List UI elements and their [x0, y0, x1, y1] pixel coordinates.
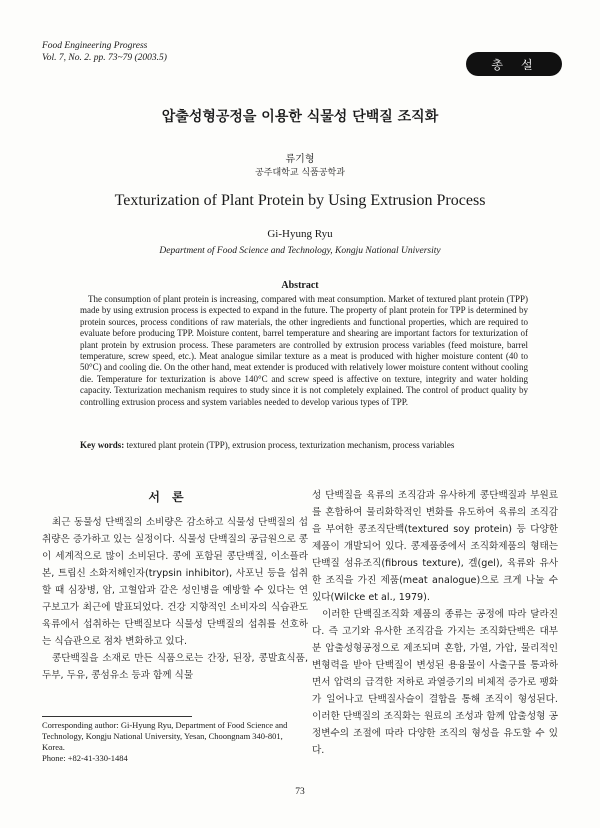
- right-column: [312, 487, 558, 759]
- title-english: Texturization of Plant Protein by Using Extrusion Process: [114, 192, 486, 209]
- keywords-label: Key words:: [80, 440, 125, 450]
- title-korean: 압출성형공정을 이용한 식물성 단백질 조직화: [161, 109, 439, 125]
- paragraph: 콩단백질을 소재로 만든 식품으로는 간장, 된장, 콩발효식품, 두부, 두유, 콩섬유소 등과 함께 식물: [42, 653, 308, 681]
- keywords: [80, 440, 540, 451]
- left-column: [42, 514, 308, 684]
- affiliation-english: Department of Food Science and Technology, Kongju National University: [159, 246, 441, 256]
- page-number: 73: [295, 787, 305, 797]
- journal-citation: [42, 40, 167, 64]
- phone-number: Phone: +82-41-330-1484: [42, 753, 128, 763]
- author-english: Gi-Hyung Ryu: [267, 228, 333, 240]
- section-heading-introduction: 서론: [148, 490, 196, 504]
- journal-volume: Vol. 7, No. 2. pp. 73~79 (2003.5): [42, 53, 167, 63]
- author-korean: 류기형: [285, 154, 315, 165]
- journal-name: Food Engineering Progress: [42, 41, 148, 51]
- corresponding-author: Corresponding author: Gi-Hyung Ryu, Department of Food Science and Technology, Kongju National University, Yesan, Choongnam 340-801, Korea.: [42, 720, 288, 752]
- paragraph: 최근 동물성 단백질의 소비량은 감소하고 식물성 단백질의 섭취량은 증가하고 있는 실정이다. 식물성 단백질의 공급원으로 콩이 세계적으로 많이 소비된다. 콩에 포함된 콩단백질, 이소플라본, 트립신 소화저해인자(trypsin inhibitor), 사포닌 등을 섭취할 때 심장병, 암, 고혈압과 같은 성인병을 예방할 수 있다는 연구보고가 최근에 발표되었다. 건강 지향적인 소비자의 식습관도 육류에서 섭취하는 단백질보다 식물성 단백질의 섭취를 선호하는 식습관으로 점차 변화하고 있다.: [42, 517, 308, 647]
- corresponding-author-note: [42, 720, 304, 764]
- abstract-text: The consumption of plant protein is increasing, compared with meat consumption. Market of textured plant protein (TPP) made by using extrusion process is expected to expand in the future. The property of plant protein for TPP is determined by protein sources, process conditions of raw materials, the other ingredients and functional properties, which are required to evaluate before producing TPP. Moisture content, barrel temperature and shearing are important factors for texturization of plant protein by extrusion process. These parameters are controlled by extrusion process variables (feed moisture, barrel temperature, screw speed, etc.). Meat analogue similar texture as a meat is produced with higher moisture content (40 to 50°C) and cooling die. On the other hand, meat extender is produced with relatively lower moisture content without cooling die. Temperature for texturization is above 140°C and screw speed is affective on texture, integrity and water holding capacity. Texturization mechanism requires to study since it is not completely explained. The control of product quality by controlling extrusion process and system variables needed to develop various types of TPP.: [80, 294, 528, 407]
- keywords-list: textured plant protein (TPP), extrusion process, texturization mechanism, process variables: [126, 440, 455, 450]
- paragraph: 이러한 단백질조직화 제품의 종류는 공정에 따라 달라진다. 즉 고기와 유사한 조직감을 가지는 조직화단백은 대부분 압출성형공정으로 제조되며 혼합, 가열, 가압, 물리적인 변형력을 받아 단백질이 변성된 용융물이 사출구를 통과하면서 압력의 급격한 저하로 과열증기의 비체적 증가로 팽화가 일어나고 단백질사슬이 결합을 통해 조직이 형성된다. 이러한 단백질의 조직화는 원료의 조성과 함께 압출성형 공정변수의 조절에 따라 다양한 조직의 형성을 유도할 수 있다.: [312, 609, 558, 756]
- paragraph: 성 단백질을 육류의 조직감과 유사하게 콩단백질과 부원료를 혼합하여 물리화학적인 변화를 유도하여 육류의 조직감을 부여한 콩조직단백(textured soy protein) 등 다양한 제품이 개발되어 있다. 콩제품중에서 조직화제품의 형태는 단백질 섬유조직(fibrous texture), 겔(gel), 육류와 유사한 조직을 가진 제품(meat analogue)으로 크게 나눌 수 있다(Wilcke et al., 1979).: [312, 490, 558, 603]
- article-type-badge: 총설: [466, 52, 562, 76]
- abstract-heading: Abstract: [281, 280, 319, 291]
- footnote-divider: [42, 716, 192, 717]
- affiliation-korean: 공주대학교 식품공학과: [255, 168, 345, 178]
